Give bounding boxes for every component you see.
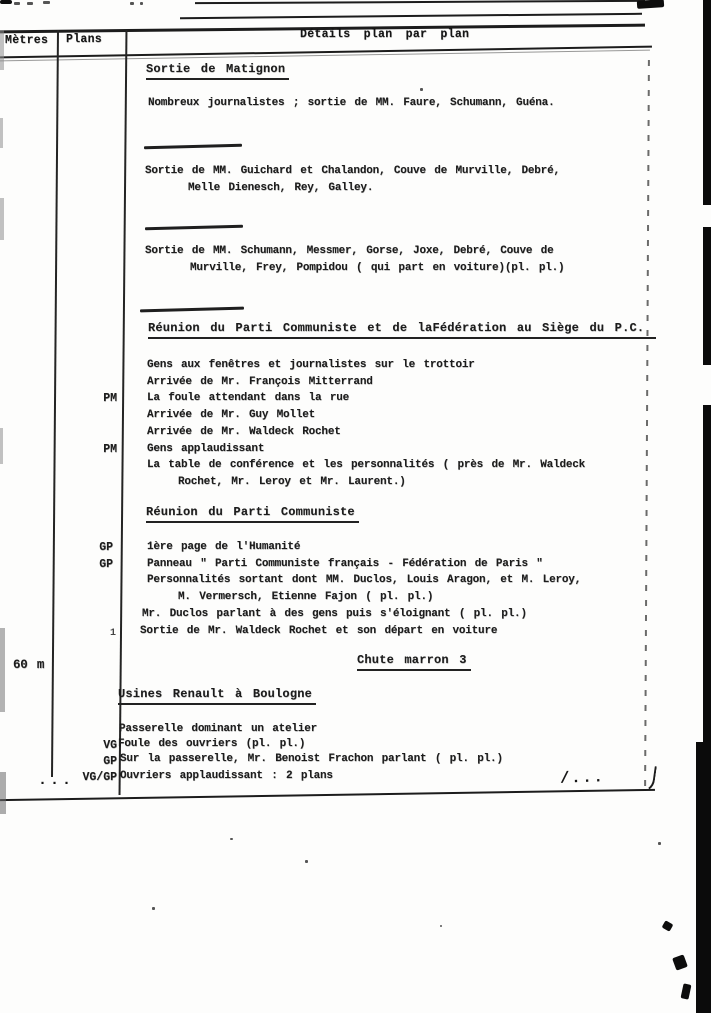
scan-speck bbox=[152, 907, 155, 910]
plan-type-label: GP bbox=[99, 558, 113, 571]
scan-speck bbox=[305, 860, 308, 863]
column-header-details: Détails plan par plan bbox=[300, 28, 470, 41]
section-heading-reunion-pc: Réunion du Parti Communiste bbox=[146, 506, 359, 523]
scan-artifact bbox=[130, 2, 134, 5]
shot-line: Sortie de MM. Schumann, Messmer, Gorse, Joxe, Debré, Couve de bbox=[145, 245, 554, 257]
shot-line: Arrivée de Mr. François Mitterrand bbox=[147, 376, 373, 388]
section-separator bbox=[145, 225, 243, 231]
shot-line: Mr. Duclos parlant à des gens puis s'éloignant ( pl. pl.) bbox=[142, 608, 527, 620]
shot-line-indented: M. Vermersch, Etienne Fajon ( pl. pl.) bbox=[178, 591, 434, 603]
table-right-border bbox=[644, 60, 650, 790]
scan-speck bbox=[440, 925, 442, 927]
scan-artifact bbox=[140, 2, 143, 5]
shot-line: Gens applaudissant bbox=[147, 443, 265, 455]
scan-artifact bbox=[43, 1, 50, 4]
scan-edge-streak bbox=[0, 628, 5, 712]
plan-type-label: PM bbox=[103, 392, 117, 405]
plan-type-label: GP bbox=[99, 541, 113, 554]
scan-edge-streak bbox=[0, 118, 3, 148]
scan-blot bbox=[672, 954, 688, 970]
metres-value: 60 m bbox=[13, 658, 45, 672]
shot-line-indented: Murville, Frey, Pompidou ( qui part en voiture)(pl. pl.) bbox=[190, 262, 565, 274]
shot-line-indented: Melle Dienesch, Rey, Galley. bbox=[188, 182, 374, 194]
scan-speck bbox=[658, 842, 661, 845]
continuation-mark: /... bbox=[559, 768, 605, 788]
column-header-metres: Mètres bbox=[5, 34, 49, 47]
shot-line: Sur la passerelle, Mr. Benoist Frachon parlant ( pl. pl.) bbox=[120, 753, 503, 765]
shot-line: Arrivée de Mr. Waldeck Rochet bbox=[147, 426, 341, 438]
section-separator bbox=[144, 144, 242, 150]
scan-blot bbox=[681, 983, 692, 999]
shot-line: La table de conférence et les personnalités ( près de Mr. Waldeck bbox=[147, 459, 586, 471]
scan-edge-streak bbox=[0, 30, 4, 70]
scan-speck bbox=[230, 838, 233, 840]
scan-speck bbox=[420, 88, 423, 91]
scan-right-edge-notch bbox=[702, 205, 711, 227]
shot-line: Sortie de MM. Guichard et Chalandon, Couve de Murville, Debré, bbox=[145, 165, 560, 177]
plan-type-label: GP bbox=[103, 755, 117, 768]
scan-artifact bbox=[14, 2, 20, 5]
reel-title-chute-marron-3: Chute marron 3 bbox=[357, 654, 471, 671]
top-edge-rule bbox=[195, 0, 645, 4]
shot-line: Sortie de Mr. Waldeck Rochet et son départ en voiture bbox=[140, 625, 498, 637]
shot-line: Arrivée de Mr. Guy Mollet bbox=[147, 409, 316, 421]
section-heading-reunion-pc-federation: Réunion du Parti Communiste et de laFédération au Siège du P.C. bbox=[148, 322, 656, 339]
scan-artifact-top-right bbox=[637, 0, 664, 9]
shot-line: Personnalités sortant dont MM. Duclos, Louis Aragon, et M. Leroy, bbox=[147, 574, 582, 586]
scan-right-edge-thick bbox=[696, 742, 711, 1013]
shot-line: Ouvriers applaudissant : 2 plans bbox=[120, 770, 333, 782]
scan-blot bbox=[662, 920, 674, 931]
shot-line: La foule attendant dans la rue bbox=[147, 392, 350, 404]
stray-character: 1 bbox=[110, 628, 117, 639]
shot-line: Panneau " Parti Communiste français - Fédération de Paris " bbox=[147, 558, 543, 570]
section-heading-sortie-matignon: Sortie de Matignon bbox=[146, 63, 289, 80]
plan-type-label: PM bbox=[103, 443, 117, 456]
shot-line: 1ère page de l'Humanité bbox=[147, 541, 301, 553]
table-bottom-border bbox=[0, 789, 655, 801]
plan-type-label: VG bbox=[103, 739, 117, 752]
left-ellipsis-mark: ... bbox=[38, 772, 75, 789]
shot-line: Nombreux journalistes ; sortie de MM. Faure, Schumann, Guéna. bbox=[148, 97, 555, 109]
scan-artifact bbox=[0, 0, 12, 4]
shot-line: Foule des ouvriers (pl. pl.) bbox=[118, 738, 306, 750]
scan-artifact bbox=[27, 2, 33, 5]
section-heading-usines-renault: Usines Renault à Boulogne bbox=[118, 688, 316, 705]
plan-type-label: VG/GP bbox=[82, 771, 117, 784]
scan-edge-streak bbox=[0, 428, 3, 464]
column-divider-plans-details bbox=[119, 30, 128, 795]
column-header-plans: Plans bbox=[66, 33, 103, 46]
scan-edge-streak bbox=[0, 772, 6, 814]
scan-right-edge-notch bbox=[702, 365, 711, 405]
shot-line: Passerelle dominant un atelier bbox=[119, 723, 318, 735]
shot-line-indented: Rochet, Mr. Leroy et Mr. Laurent.) bbox=[178, 476, 406, 488]
scan-edge-streak bbox=[0, 198, 4, 240]
shot-line: Gens aux fenêtres et journalistes sur le trottoir bbox=[147, 359, 475, 371]
section-separator bbox=[140, 307, 244, 313]
upper-rule bbox=[180, 13, 642, 19]
